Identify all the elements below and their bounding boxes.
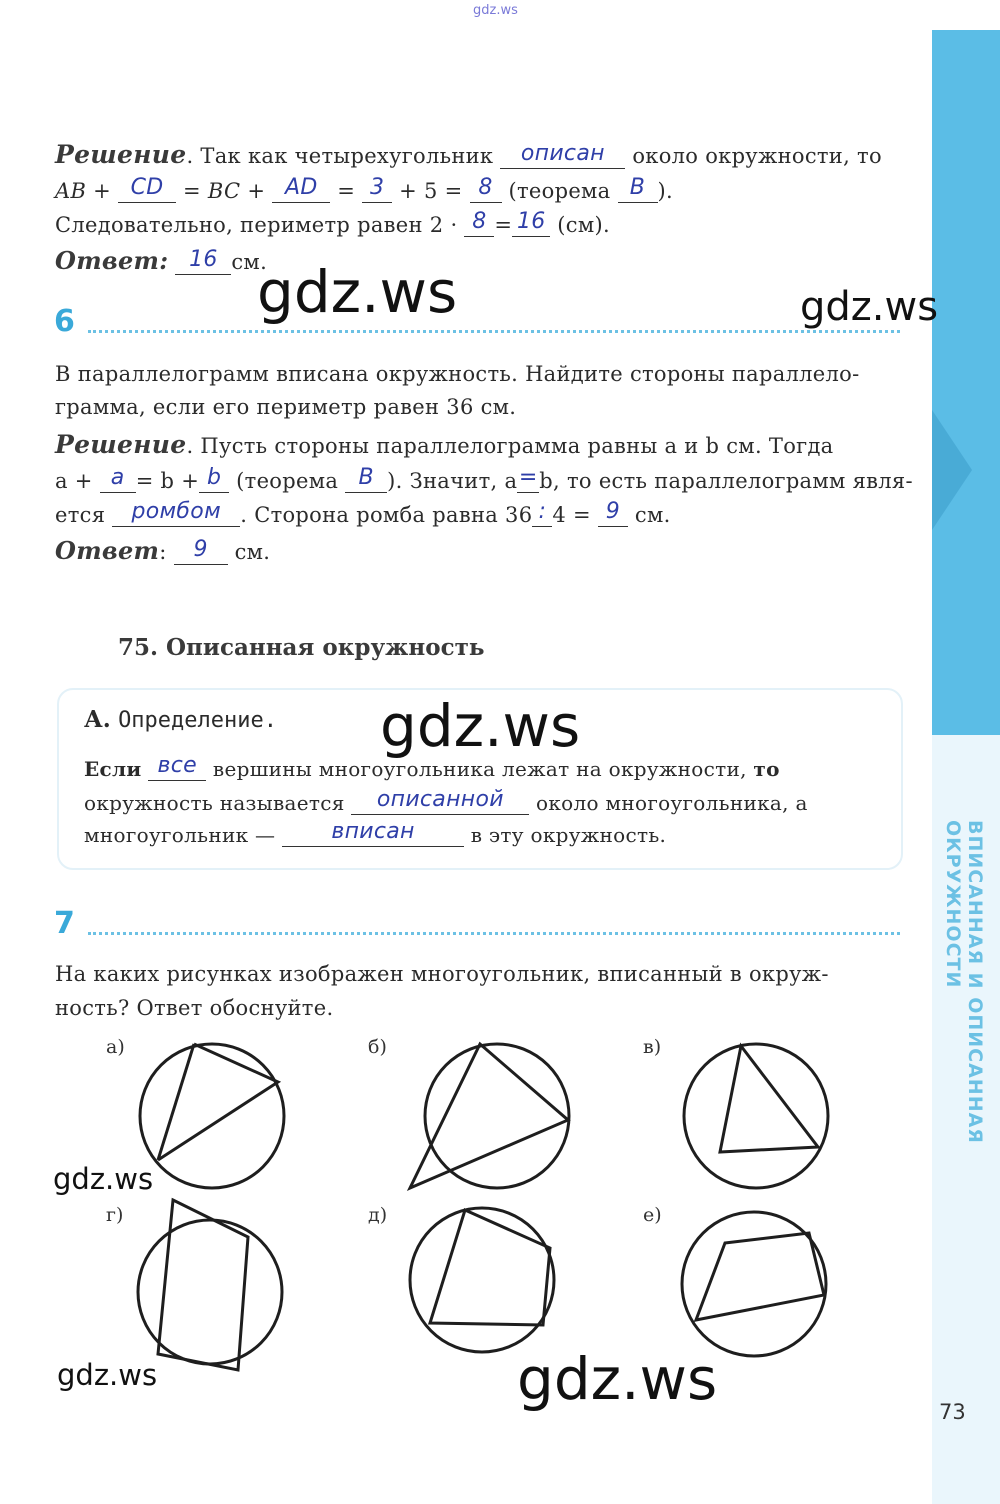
blank: 16 xyxy=(512,210,550,237)
watermark: gdz.ws xyxy=(257,258,458,326)
definition-heading: А. Определение. xyxy=(84,706,278,733)
figure-f xyxy=(682,1212,826,1356)
blank: вписан xyxy=(282,820,464,847)
watermark: gdz.ws xyxy=(517,1345,718,1413)
figure-label: е) xyxy=(643,1204,662,1226)
task7-text1: На каких рисунках изображен многоугольник, вписанный в окруж- xyxy=(55,962,829,986)
figure-label: б) xyxy=(368,1036,387,1058)
task-number: 6 xyxy=(54,304,75,339)
figure-d xyxy=(138,1200,282,1370)
task6-solution1: Решение. Пусть стороны параллелограмма равны a и b см. Тогда xyxy=(55,430,834,459)
blank: B xyxy=(618,176,658,203)
blank: a xyxy=(100,466,136,493)
blank: 9 xyxy=(174,538,228,565)
top-watermark: gdz.ws xyxy=(473,3,518,18)
figure-label: в) xyxy=(643,1036,662,1058)
figure-b xyxy=(410,1044,569,1188)
blank: 8 xyxy=(464,210,494,237)
definition-line1: Если все вершины многоугольника лежат на окружности, то xyxy=(84,753,780,781)
solution-label: Решение xyxy=(55,140,187,169)
sidebar-arrow-icon xyxy=(932,400,972,540)
blank: CD xyxy=(118,176,176,203)
figure-a xyxy=(140,1044,284,1188)
task6-text1: В параллелограмм вписана окружность. Найдите стороны параллело- xyxy=(55,362,860,386)
watermark: gdz.ws xyxy=(800,284,939,330)
task7-text2: ность? Ответ обоснуйте. xyxy=(55,996,334,1020)
task5-line1: Решение. Так как четырехугольник описан около окружности, то xyxy=(55,140,882,169)
task6-solution2: a + a = b + b (теорема B ). Значит, a = b, то есть параллелограмм явля- xyxy=(55,465,913,493)
page-number: 73 xyxy=(939,1400,966,1424)
task-number: 7 xyxy=(54,906,75,941)
figure-c xyxy=(684,1044,828,1188)
figure-label: а) xyxy=(106,1036,125,1058)
answer-label: Ответ: xyxy=(55,246,169,275)
blank: все xyxy=(148,754,206,781)
answer-label: Ответ xyxy=(55,536,160,565)
task5-line3: Следовательно, периметр равен 2 · 8 = 16 (см). xyxy=(55,209,610,237)
blank: 16 xyxy=(175,248,231,275)
blank: 9 xyxy=(598,500,628,527)
blank: : xyxy=(532,500,552,527)
blank: 8 xyxy=(470,176,502,203)
task6-solution3: ется ромбом . Сторона ромба равна 36 : 4 = 9 см. xyxy=(55,499,671,527)
blank: описанной xyxy=(351,788,529,815)
task6-text2: грамма, если его периметр равен 36 см. xyxy=(55,395,517,419)
blank: b xyxy=(199,466,229,493)
definition-line3: многоугольник — вписан в эту окружность. xyxy=(84,819,667,847)
watermark: gdz.ws xyxy=(57,1358,158,1392)
definition-line2: окружность называется описанной около многоугольника, а xyxy=(84,787,808,815)
blank: ромбом xyxy=(112,500,240,527)
figure-label: д) xyxy=(368,1204,388,1226)
watermark: gdz.ws xyxy=(53,1162,154,1196)
section-title: 75. Описанная окружность xyxy=(118,634,485,661)
watermark: gdz.ws xyxy=(380,692,581,760)
sidebar-title: ВПИСАННАЯ И ОПИСАННАЯ ОКРУЖНОСТИ xyxy=(942,820,986,1144)
blank: B xyxy=(345,466,387,493)
figure-label: г) xyxy=(106,1204,124,1226)
task6-answer: Ответ: 9 см. xyxy=(55,536,271,565)
blank: AD xyxy=(272,176,330,203)
figure-e xyxy=(410,1208,554,1352)
task5-answer: Ответ: 16 см. xyxy=(55,246,268,275)
task5-line2: AB + CD = BC + AD = 3 + 5 = 8 (теорема B ). xyxy=(55,175,673,203)
blank: 3 xyxy=(362,176,392,203)
blank: = xyxy=(517,466,539,493)
blank: описан xyxy=(500,142,625,169)
solution-label: Решение xyxy=(55,430,187,459)
